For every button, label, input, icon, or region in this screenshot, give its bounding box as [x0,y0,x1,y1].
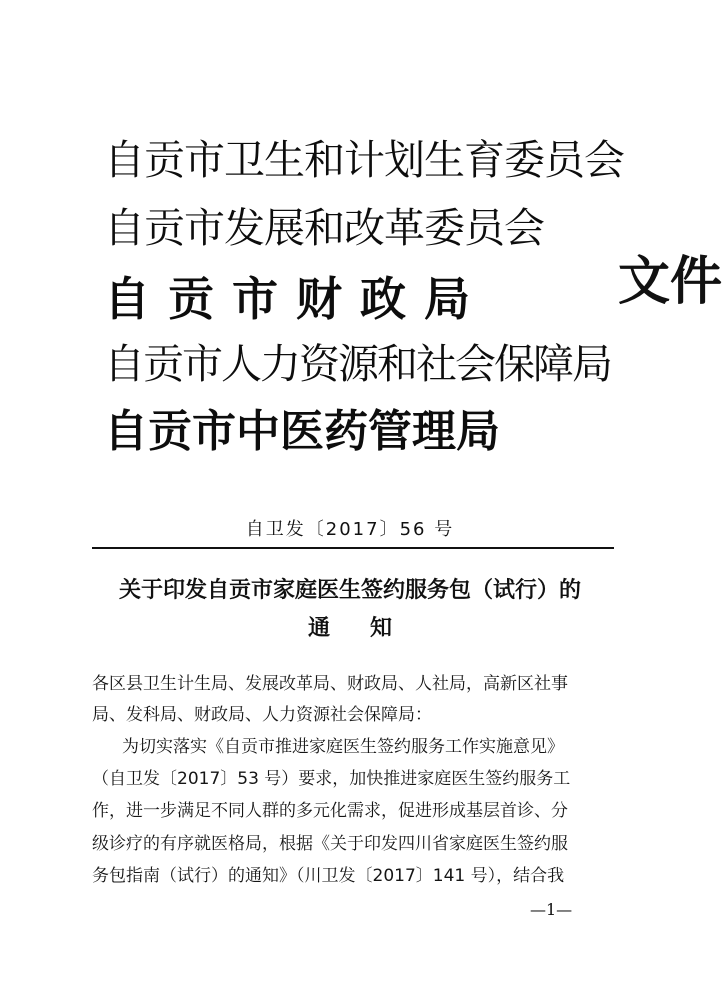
issuer-human-resources-bureau: 自贡市人力资源和社会保障局 [104,340,611,388]
issuer-health-commission: 自贡市卫生和计划生育委员会 [104,136,624,184]
issuer-tcm-bureau: 自贡市中医药管理局 [104,406,500,457]
document-number: 自卫发〔2017〕56 号 [245,519,455,540]
body-line-6: 级诊疗的有序就医格局，根据《关于印发四川省家庭医生签约服 [92,834,568,854]
issuer-development-reform-commission: 自贡市发展和改革委员会 [104,204,544,252]
body-line-1: 各区县卫生计生局、发展改革局、财政局、人社局，高新区社事 [92,674,568,694]
body-line-3: 为切实落实《自贡市推进家庭医生签约服务工作实施意见》 [122,737,564,757]
notice-title-line-2: 通知 [307,616,432,641]
notice-title-line-1: 关于印发自贡市家庭医生签约服务包（试行）的 [118,578,581,603]
header-divider [92,547,614,549]
page-number: —1— [530,900,573,919]
body-line-7: 务包指南（试行）的通知》（川卫发〔2017〕141 号），结合我 [92,866,565,886]
document-type-label: 文件 [618,251,722,312]
body-line-4: （自卫发〔2017〕53 号）要求，加快推进家庭医生签约服务工 [92,769,571,789]
body-line-2: 局、发科局、财政局、人力资源社会保障局： [92,705,432,725]
body-line-5: 作，进一步满足不同人群的多元化需求，促进形成基层首诊、分 [92,801,568,821]
issuer-finance-bureau: 自贡市财政局 [104,272,488,326]
